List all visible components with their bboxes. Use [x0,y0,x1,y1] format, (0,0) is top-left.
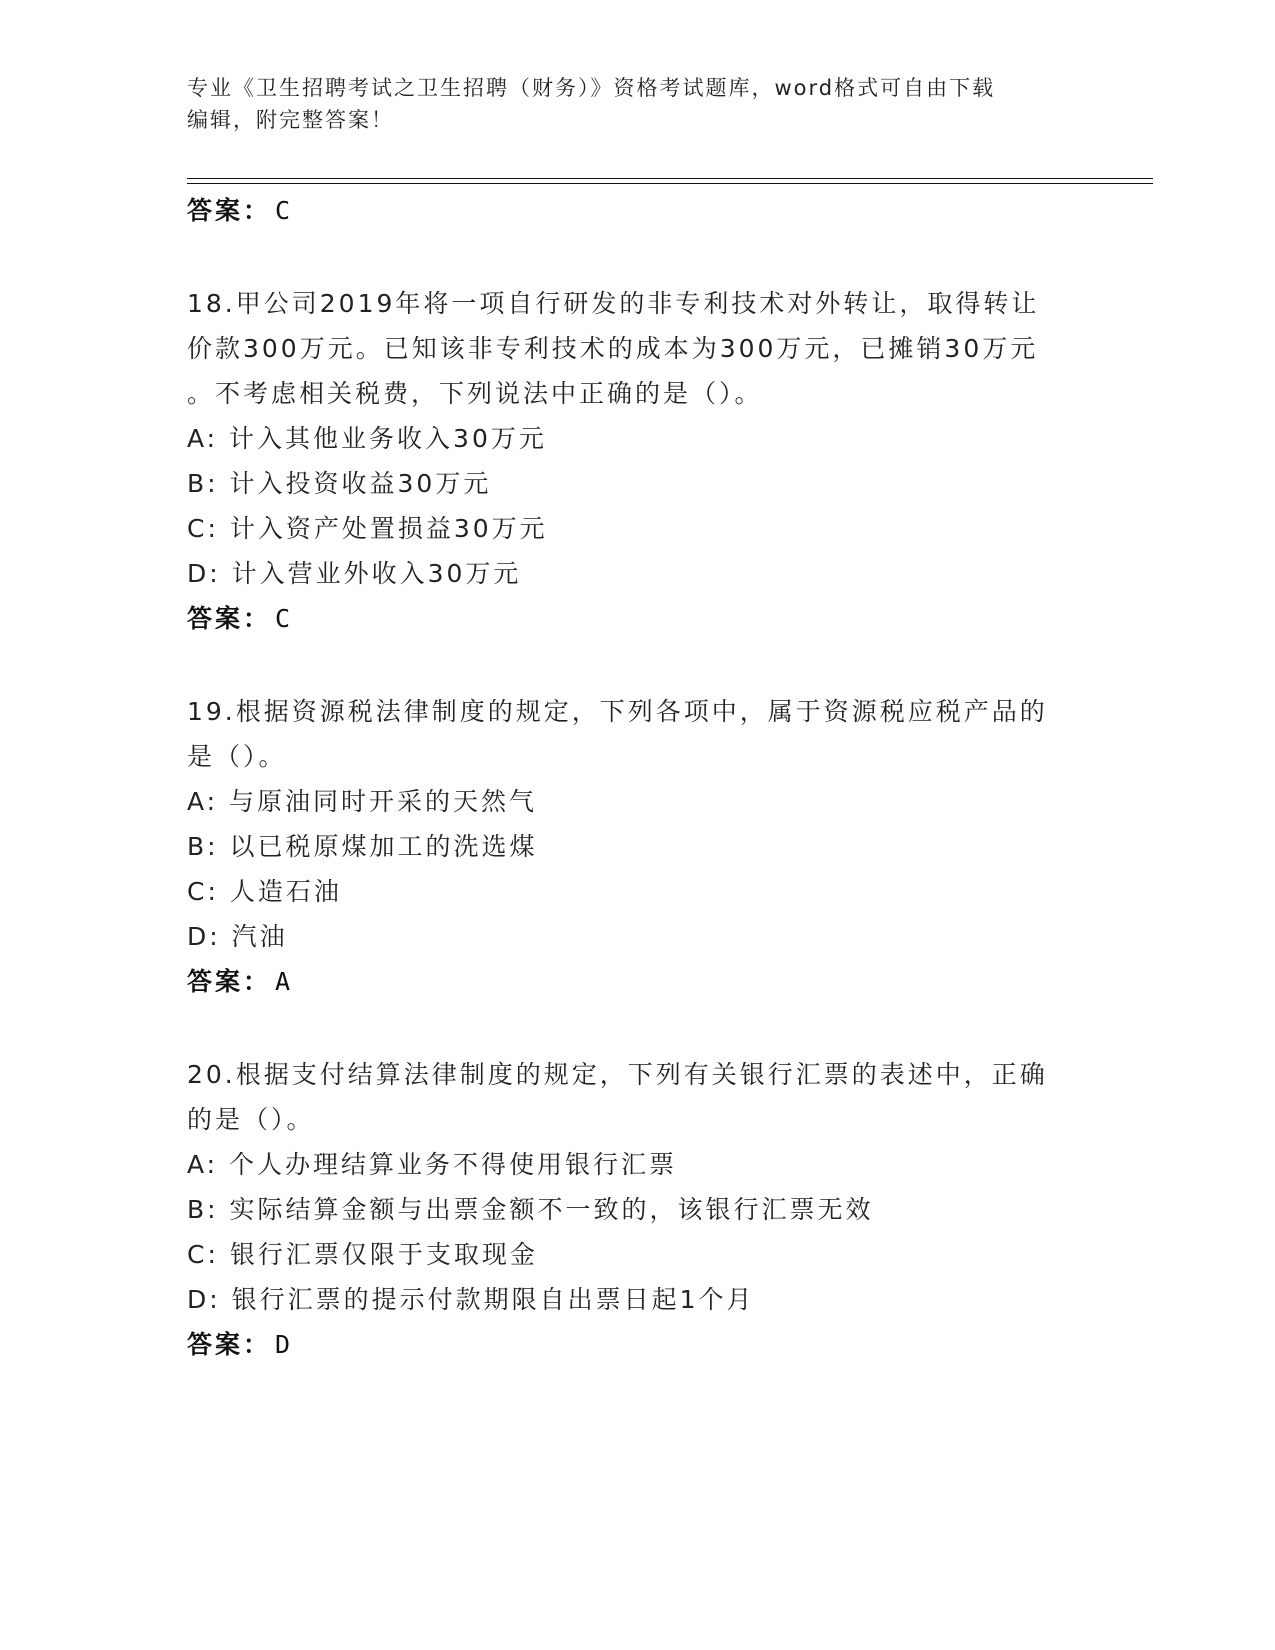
answer-label: 答案： [187,604,272,633]
answer-line [187,596,1087,641]
option-a: A: 计入其他业务收入30万元 [187,424,547,453]
answer-label: 答案： [187,196,272,225]
question-stem-line: 价款300万元。已知该非专利技术的成本为300万元，已摊销30万元 [187,334,1039,363]
option-b: B: 实际结算金额与出票金额不一致的，该银行汇票无效 [187,1195,874,1224]
question-stem-line: 20.根据支付结算法律制度的规定，下列有关银行汇票的表述中，正确 [187,1060,1048,1089]
document-header [187,72,1087,136]
option-c: C: 人造石油 [187,877,342,906]
header-divider-top [187,178,1153,179]
question-stem-line: 是（）。 [187,742,287,771]
option-a: A: 与原油同时开采的天然气 [187,787,538,816]
question-20 [187,1052,1087,1367]
question-18 [187,281,1087,641]
question-stem-line: 18.甲公司2019年将一项自行研发的非专利技术对外转让，取得转让 [187,289,1040,318]
answer-value: C [275,604,294,633]
answer-label: 答案： [187,967,272,996]
question-list [187,188,1087,1367]
question-19 [187,689,1087,1004]
option-d: D: 汽油 [187,922,288,951]
answer-value: D [275,1330,294,1359]
option-b: B: 以已税原煤加工的洗选煤 [187,832,538,861]
question-stem-line: 。不考虑相关税费，下列说法中正确的是（）。 [187,379,763,408]
answer-value: C [275,196,294,225]
question-stem-line: 19.根据资源税法律制度的规定，下列各项中，属于资源税应税产品的 [187,697,1048,726]
answer-label: 答案： [187,1330,272,1359]
option-a: A: 个人办理结算业务不得使用银行汇票 [187,1150,678,1179]
option-d: D: 银行汇票的提示付款期限自出票日起1个月 [187,1285,755,1314]
answer-line [187,1322,1087,1367]
answer-line [187,959,1087,1004]
header-line-2: 编辑，附完整答案！ [187,108,394,132]
header-divider-bottom [187,183,1153,184]
question-stem-line: 的是（）。 [187,1105,315,1134]
option-c: C: 计入资产处置损益30万元 [187,514,548,543]
option-b: B: 计入投资收益30万元 [187,469,492,498]
header-line-1: 专业《卫生招聘考试之卫生招聘（财务）》资格考试题库，word格式可自由下载 [187,76,996,100]
answer-value: A [275,967,294,996]
answer-line [187,188,1087,233]
option-c: C: 银行汇票仅限于支取现金 [187,1240,538,1269]
option-d: D: 计入营业外收入30万元 [187,559,522,588]
